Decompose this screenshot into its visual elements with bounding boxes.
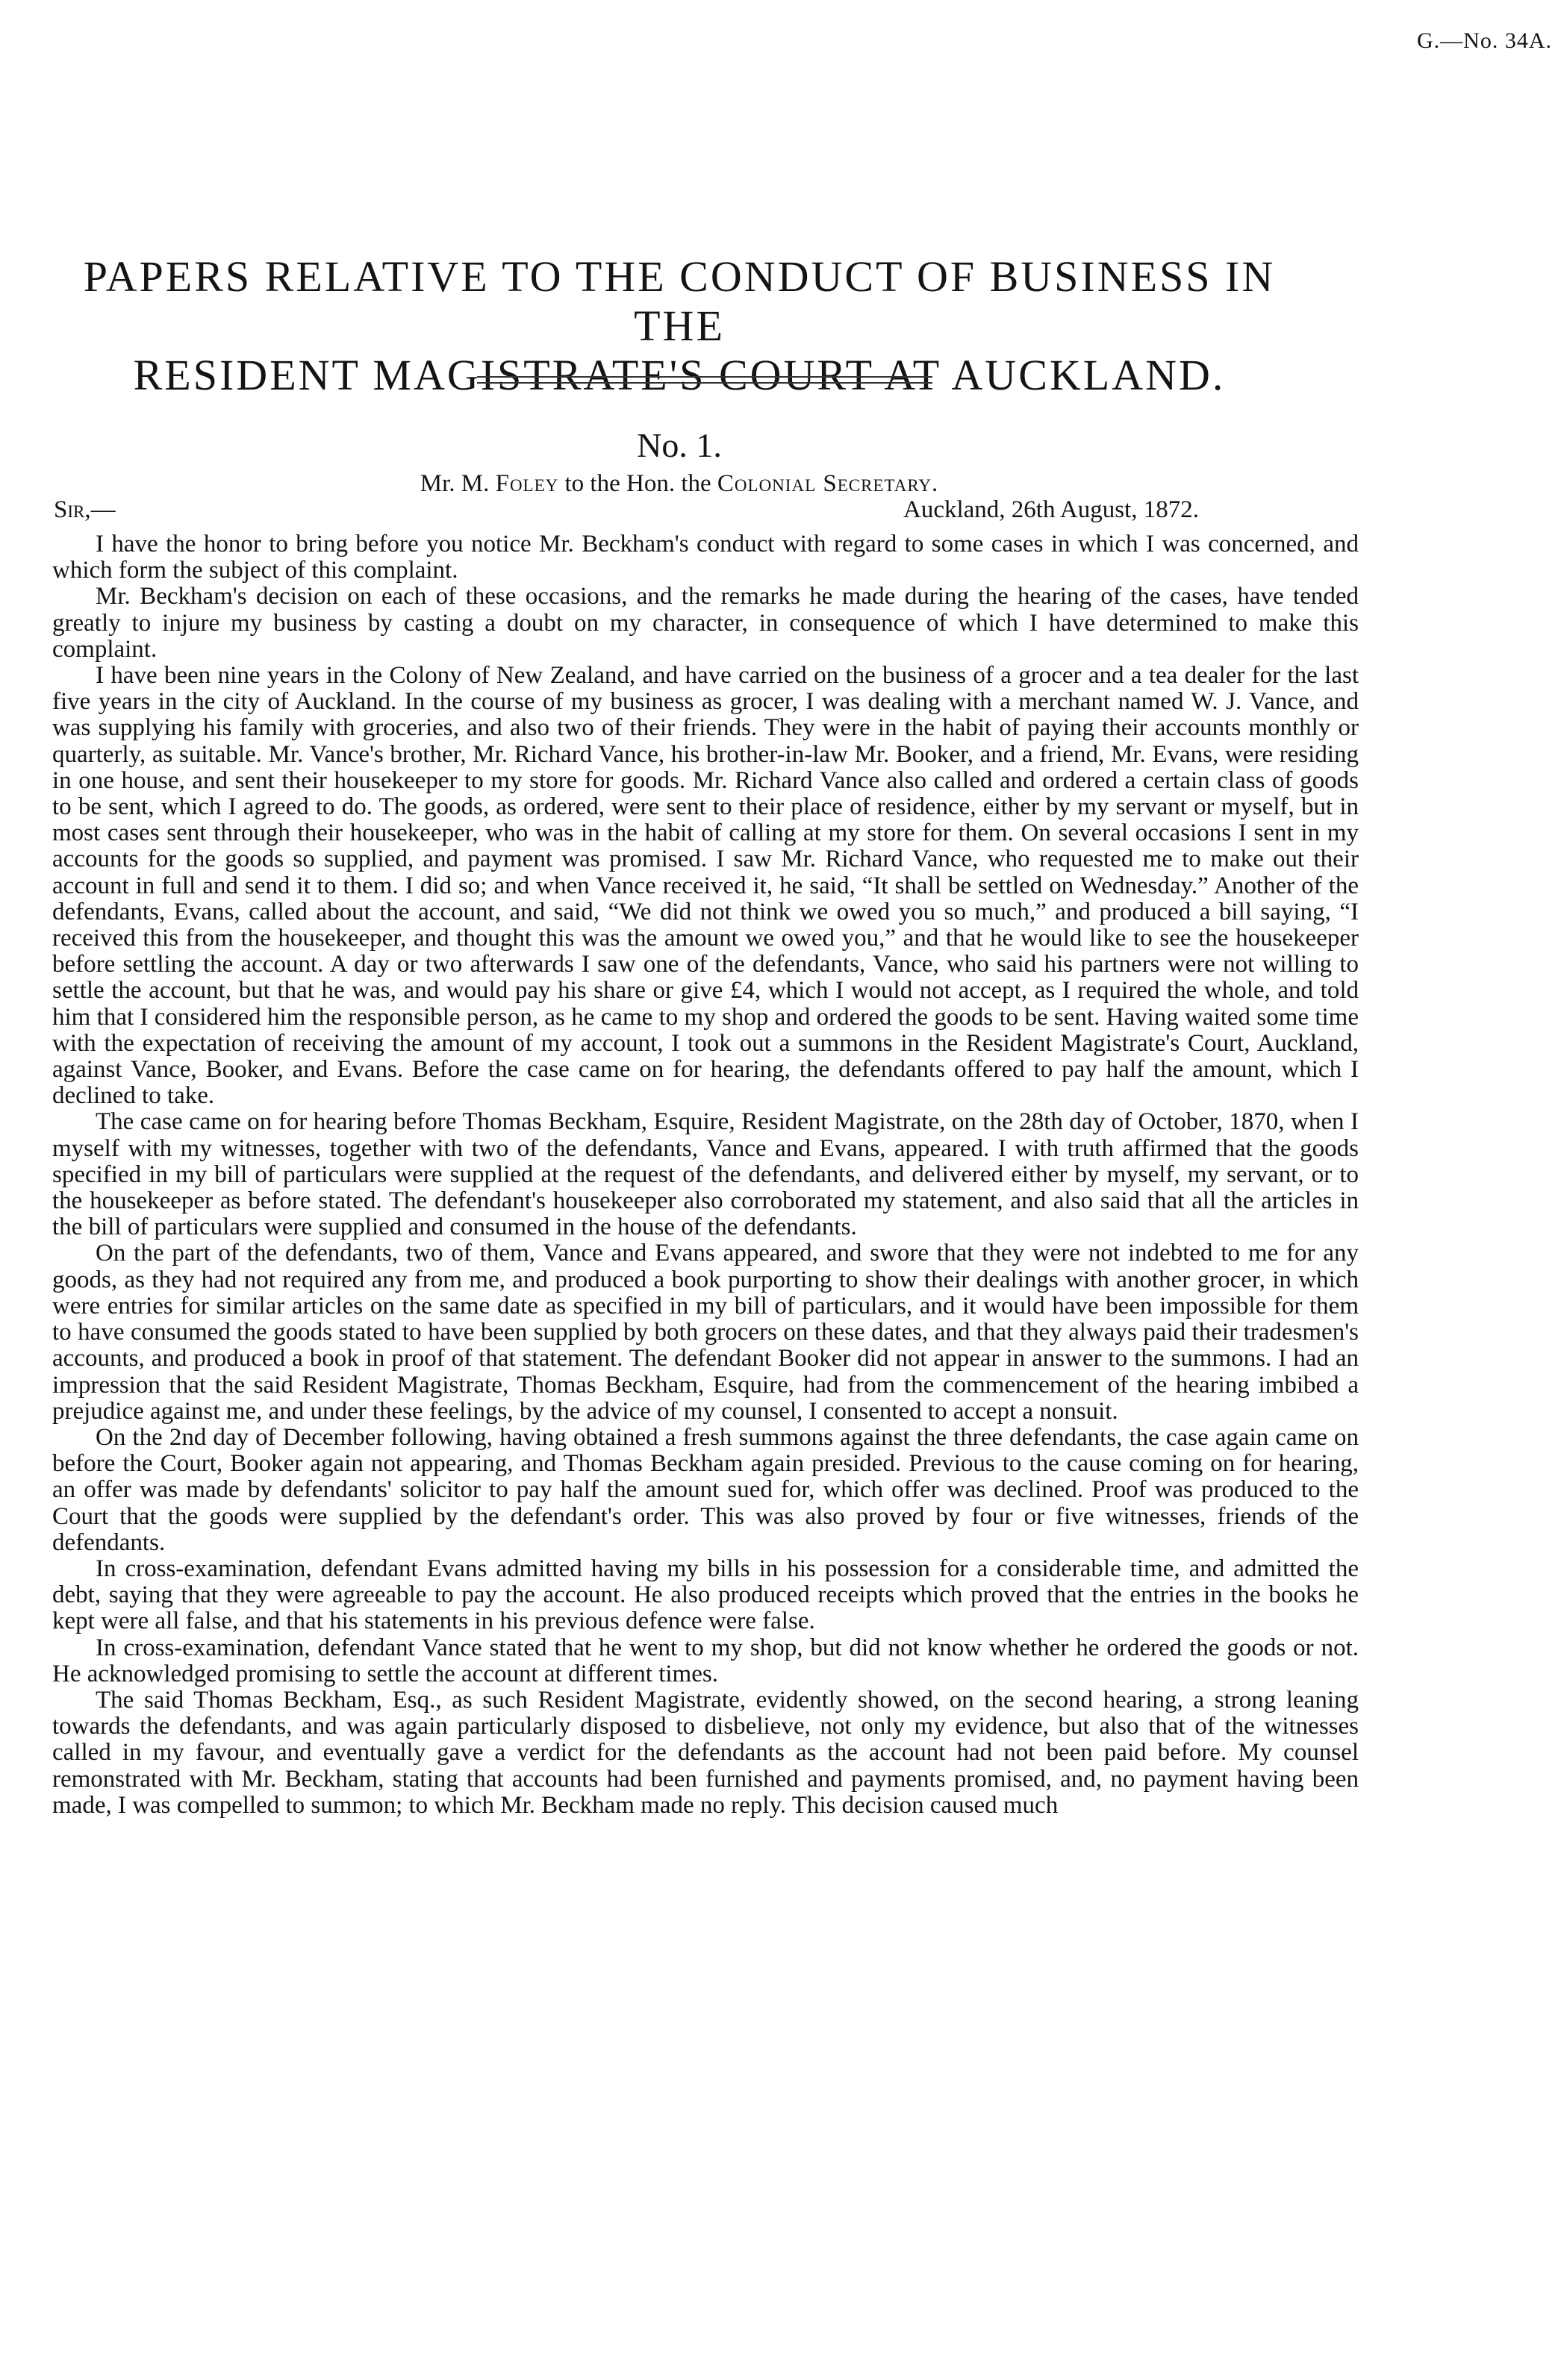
- body-paragraph: On the part of the defendants, two of them, Vance and Evans appeared, and swore that they were not indebted to me for any goods, as they had not required any from me, and produced a book purporting to show their dealings with another grocer, in which were entries for similar articles on the same date as specified in my bill of particulars, and it would have been impossible for them to have consumed the goods stated to have been supplied by both grocers on these dates, and that they always paid their tradesmen's accounts, and produced a book in proof of that statement. The defendant Booker did not appear in answer to the summons. I had an impression that the said Resident Magistrate, Thomas Beckham, Esquire, had from the commencement of the hearing imbibed a prejudice against me, and under these feelings, by the advice of my counsel, I consented to accept a nonsuit.: [52, 1240, 1359, 1425]
- letter-correspondents: [45, 470, 1314, 498]
- body-paragraph: In cross-examination, defendant Evans admitted having my bills in his possession for a considerable time, and admitted the debt, saying that they were agreeable to pay the account. He also produced receipts which proved that the entries in the books he kept were all false, and that his statements in his previous defence were false.: [52, 1555, 1359, 1635]
- letter-number: No. 1.: [637, 426, 722, 464]
- body-paragraph: The said Thomas Beckham, Esq., as such Resident Magistrate, evidently showed, on the second hearing, a strong leaning towards the defendants, and was again particularly disposed to disbelieve, not only my evidence, but also that of the witnesses called in my favour, and eventually gave a verdict for the defendants as the account had not been paid before. My counsel remonstrated with Mr. Beckham, stating that accounts had been furnished and payments promised, and, no payment having been made, I was compelled to summon; to which Mr. Beckham made no reply. This decision caused much: [52, 1686, 1359, 1819]
- body-paragraph: In cross-examination, defendant Vance stated that he went to my shop, but did not know whether he ordered the goods or not. He acknowledged promising to settle the account at different times.: [52, 1634, 1359, 1687]
- body-paragraph: On the 2nd day of December following, having obtained a fresh summons against the three defendants, the case again came on before the Court, Booker again not appearing, and Thomas Beckham again presided. Previous to the cause coming on for hearing, an offer was made by defendants' solicitor to pay half the amount sued for, which offer was declined. Proof was produced to the Court that the goods were supplied by the defendant's order. This was also proved by four or five witnesses, friends of the defendants.: [52, 1423, 1359, 1556]
- recipient-prefix: to the Hon. the: [564, 470, 711, 497]
- letter-body: [52, 531, 1359, 1819]
- sender-name: Foley: [495, 470, 559, 497]
- document-title-line-1: PAPERS RELATIVE TO THE CONDUCT OF BUSINESS IN THE: [83, 252, 1276, 350]
- recipient-title: Colonial Secretary.: [717, 470, 939, 497]
- dateline: Auckland, 26th August, 1872.: [903, 496, 1199, 523]
- body-paragraph: I have the honor to bring before you notice Mr. Beckham's conduct with regard to some cases in which I was concerned, and which form the subject of this complaint.: [52, 531, 1359, 584]
- body-paragraph: The case came on for hearing before Thomas Beckham, Esquire, Resident Magistrate, on the 28th day of October, 1870, when I myself with my witnesses, together with two of the defendants, Vance and Evans, appeared. I with truth affirmed that the goods specified in my bill of particulars were supplied at the request of the defendants, and delivered either by myself, my servant, or to the housekeeper as before stated. The defendant's housekeeper also corroborated my statement, and also said that all the articles in the bill of particulars were supplied and consumed in the house of the defendants.: [52, 1108, 1359, 1241]
- body-paragraph: Mr. Beckham's decision on each of these occasions, and the remarks he made during the hearing of the cases, have tended greatly to injure my business by casting a doubt on my character, in consequence of which I have determined to make this complaint.: [52, 583, 1359, 663]
- document-title-line-2: RESIDENT MAGISTRATE'S COURT AT AUCKLAND.: [133, 351, 1226, 399]
- salutation: Sir,—: [54, 496, 116, 523]
- sender-prefix: Mr. M.: [420, 470, 490, 497]
- page-reference: G.—No. 34A.: [1417, 28, 1552, 53]
- body-paragraph: I have been nine years in the Colony of New Zealand, and have carried on the business of a grocer and a tea dealer for the last five years in the city of Auckland. In the course of my business as grocer, I was dealing with a merchant named W. J. Vance, and was supplying his family with groceries, and also two of their friends. They were in the habit of paying their accounts monthly or quarterly, as suitable. Mr. Vance's brother, Mr. Richard Vance, his brother-in-law Mr. Booker, and a friend, Mr. Evans, were residing in one house, and sent their housekeeper to my store for goods. Mr. Richard Vance also called and ordered a certain class of goods to be sent, which I agreed to do. The goods, as ordered, were sent to their place of residence, either by my servant or myself, but in most cases sent through their housekeeper, who was in the habit of calling at my store for them. On several occasions I sent in my accounts for the goods so supplied, and payment was promised. I saw Mr. Richard Vance, who requested me to make out their account in full and send it to them. I did so; and when Vance received it, he said, “It shall be settled on Wednesday.” Another of the defendants, Evans, called about the account, and said, “We did not think we owed you so much,” and produced a bill saying, “I received this from the housekeeper, and thought this was the amount we owed you,” and that he would like to see the housekeeper before settling the account. A day or two afterwards I saw one of the defendants, Vance, who said his partners were not willing to settle the account, but that he was, and would pay his share or give £4, which I would not accept, as I required the whole, and told him that I considered him the responsible person, as he came to my shop and ordered the goods to be sent. Having waited some time with the expectation of receiving the amount of my account, I took out a summons in the Resident Magistrate's Court, Auckland, against Vance, Booker, and Evans. Before the case came on for hearing, the defendants offered to pay half the amount, which I declined to take.: [52, 662, 1359, 1110]
- title-double-rule: [477, 376, 932, 384]
